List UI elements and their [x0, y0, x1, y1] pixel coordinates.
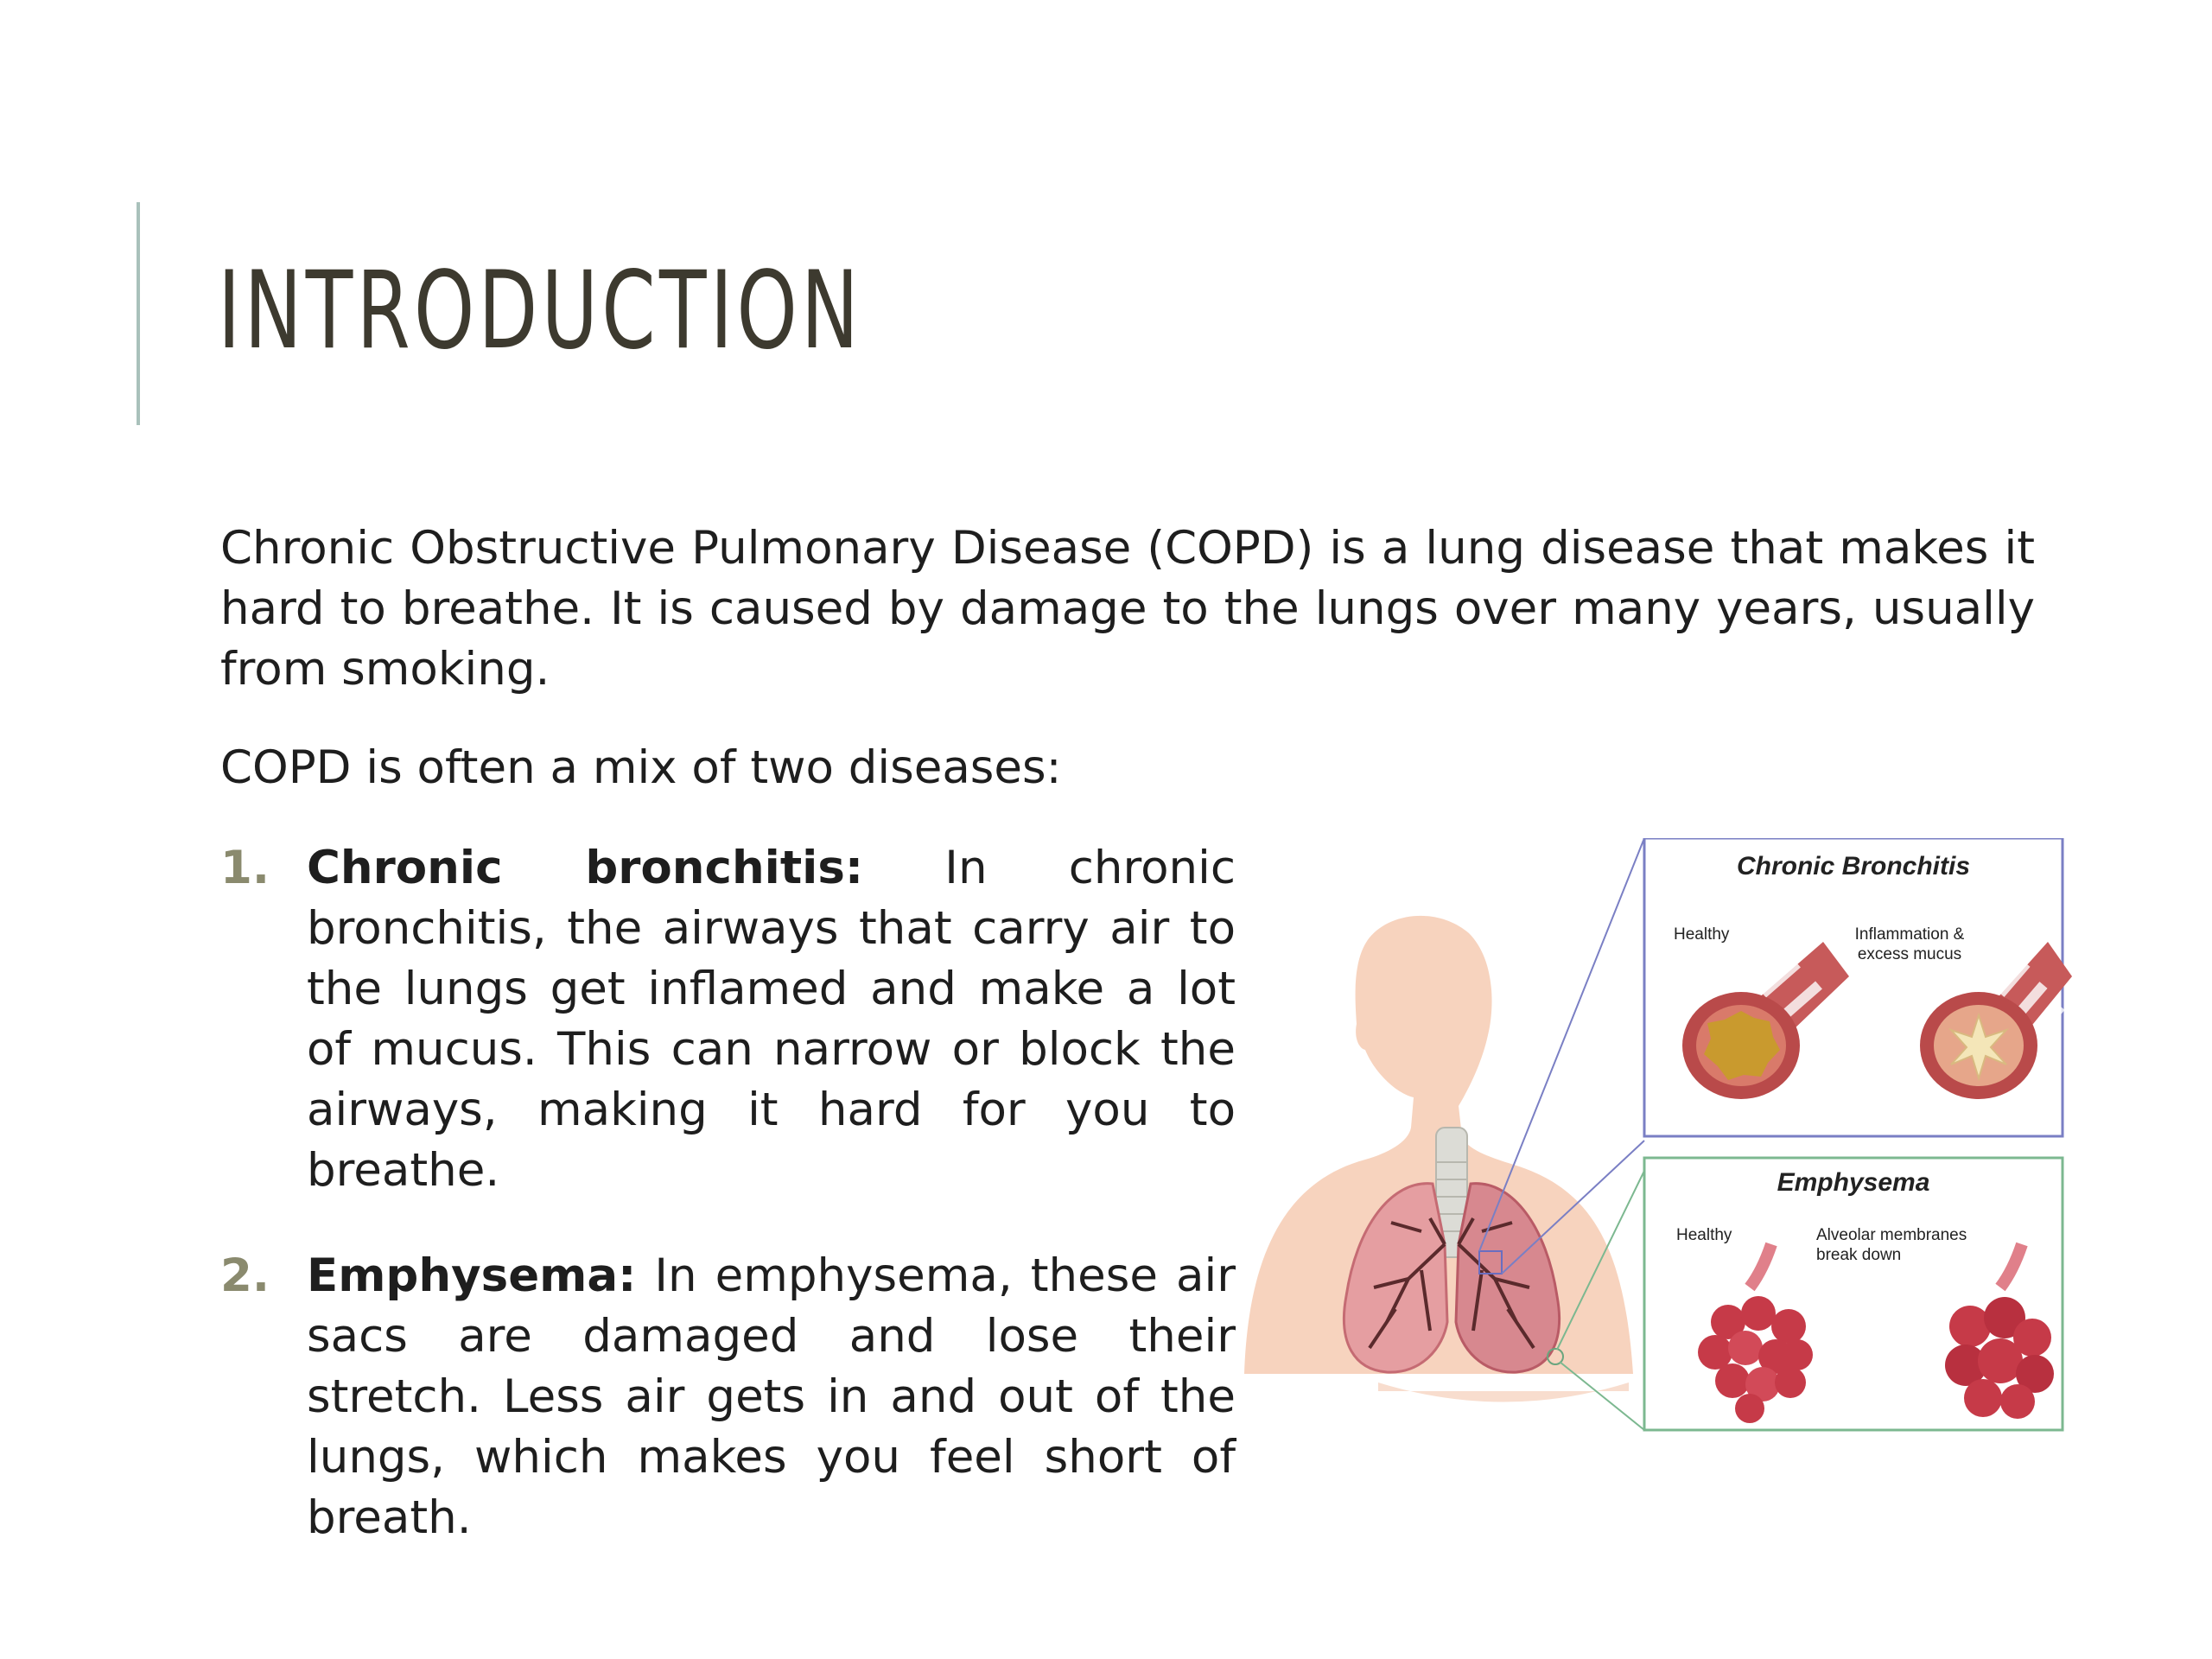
list-number: 1. — [220, 842, 270, 894]
description-chronic-bronchitis: In chronic bronchitis, the airways that carry air to the lungs get inflamed and make a lot of mucus. This can narrow or block the airways, making it hard for you to breathe. — [307, 842, 1236, 1197]
slide-title: INTRODUCTION — [218, 249, 863, 373]
copd-illustration — [1244, 838, 2091, 1434]
disease-list — [220, 838, 1236, 1548]
term-chronic-bronchitis: Chronic bronchitis: — [307, 842, 864, 894]
emphysema-panel-title: Emphysema — [1777, 1168, 1930, 1197]
term-emphysema: Emphysema: — [307, 1249, 637, 1302]
description-emphysema: In emphysema, these air sacs are damaged and lose their stretch. Less air gets in and out of the lungs, which makes you feel short of breath. — [307, 1249, 1236, 1544]
list-number: 2. — [220, 1249, 270, 1302]
emphysema-damage-label: Alveolar membranes break down — [1816, 1226, 1967, 1264]
list-item — [220, 838, 1236, 1201]
list-item — [220, 1246, 1236, 1548]
lead-sentence: COPD is often a mix of two diseases: — [220, 741, 1062, 794]
emphysema-healthy-label: Healthy — [1676, 1226, 1732, 1244]
intro-paragraph: Chronic Obstructive Pulmonary Disease (COPD) is a lung disease that makes it hard to breathe. It is caused by damage to the lungs over many years, usually from smoking. — [220, 522, 2035, 696]
bronchitis-panel-title: Chronic Bronchitis — [1736, 852, 1970, 880]
bronchitis-inflammation-label: Inflammation & excess mucus — [1854, 925, 1965, 963]
title-accent-bar — [137, 202, 140, 425]
bronchitis-healthy-label: Healthy — [1674, 925, 1730, 944]
